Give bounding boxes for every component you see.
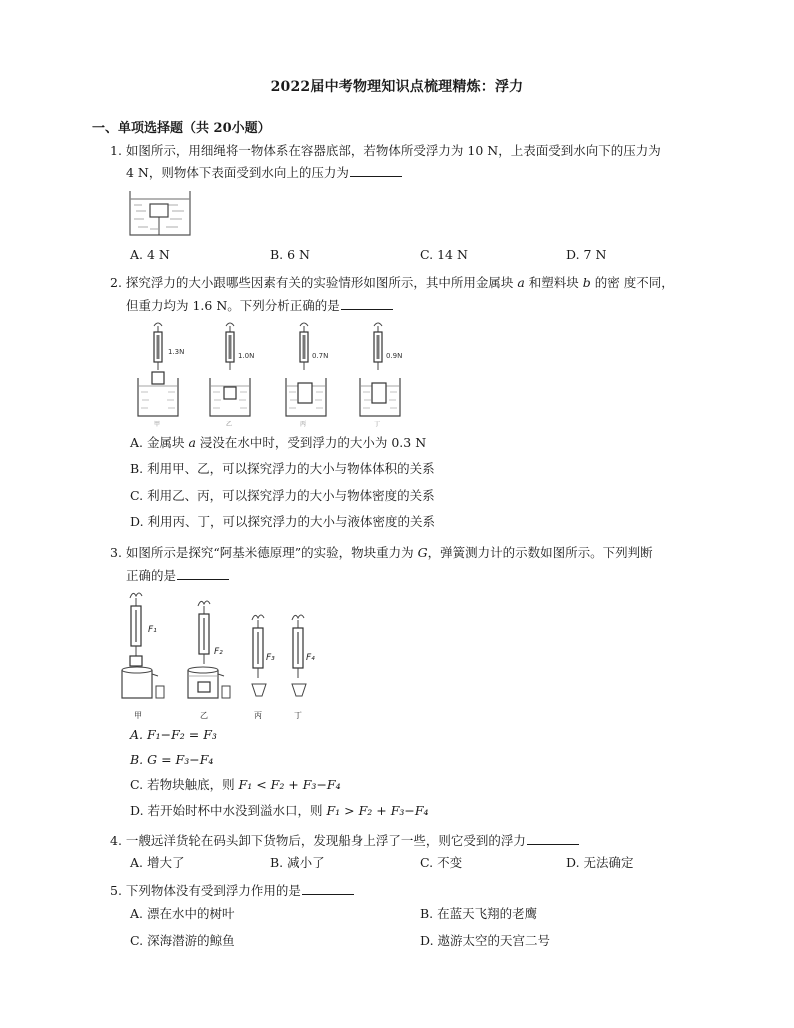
q2-label-yi: 乙 xyxy=(226,421,233,428)
q2-option-d[interactable]: D. 利用丙、丁，可以探究浮力的大小与液体密度的关系 xyxy=(130,514,436,529)
q5-option-d[interactable]: D. 遨游太空的天宫二号 xyxy=(420,933,551,948)
q2-stem-line1: 2. 探究浮力的大小跟哪些因素有关的实验情形如图所示，其中所用金属块 a 和塑料块 b 的密 度不同， xyxy=(110,275,674,290)
q3-label-ding: 丁 xyxy=(294,711,302,720)
q2-option-a[interactable]: A. 金属块 a 浸没在水中时，受到浮力的大小为 0.3 N xyxy=(130,435,427,450)
q3-stem-line1: 3. 如图所示是探究“阿基米德原理”的实验，物块重力为 G，弹簧测力计的示数如图所示。下列判断 xyxy=(110,545,653,560)
answer-blank xyxy=(350,164,402,177)
q1-option-a[interactable]: A. 4 N xyxy=(130,247,170,262)
q1-stem-line2: 4 N，则物体下表面受到水向上的压力为 xyxy=(126,164,402,182)
page-title: 2022届中考物理知识点梳理精炼：浮力 xyxy=(270,79,524,95)
q3-label-yi: 乙 xyxy=(200,711,208,720)
q4-option-b[interactable]: B. 减小了 xyxy=(270,855,325,870)
q2-reading-4: 0.9N xyxy=(386,352,403,360)
q3-label-jia: 甲 xyxy=(134,711,142,720)
q4-option-c[interactable]: C. 不变 xyxy=(420,855,463,870)
q4-option-d[interactable]: D. 无法确定 xyxy=(566,855,634,870)
q5-option-c[interactable]: C. 深海潜游的鲸鱼 xyxy=(130,933,235,948)
q2-label-ding: 丁 xyxy=(374,421,381,428)
q2-reading-3: 0.7N xyxy=(312,352,329,360)
q2-option-b[interactable]: B. 利用甲、乙，可以探究浮力的大小与物体体积的关系 xyxy=(130,461,435,476)
q3-force-f3: F₃ xyxy=(266,653,275,663)
answer-blank xyxy=(177,567,229,580)
q5-option-b[interactable]: B. 在蓝天飞翔的老鹰 xyxy=(420,906,538,921)
answer-blank xyxy=(341,297,393,310)
q3-force-f4: F₄ xyxy=(306,653,315,663)
q1-stem-line1: 1. 如图所示，用细绳将一物体系在容器底部，若物体所受浮力为 10 N，上表面受到水向下的压力为 xyxy=(110,143,661,158)
q3-label-bing: 丙 xyxy=(254,711,262,720)
q2-reading-1: 1.3N xyxy=(168,348,185,356)
q3-option-b[interactable]: B. G = F₃−F₄ xyxy=(130,752,214,767)
q3-stem-line2: 正确的是 xyxy=(126,567,229,585)
q1-option-b[interactable]: B. 6 N xyxy=(270,247,310,262)
q5-option-a[interactable]: A. 漂在水中的树叶 xyxy=(130,906,235,921)
q3-force-f2: F₂ xyxy=(214,647,223,657)
q1-figure xyxy=(128,189,192,237)
q2-label-bing: 丙 xyxy=(300,421,307,428)
q3-option-c[interactable]: C. 若物块触底，则 F₁ < F₂ + F₃−F₄ xyxy=(130,777,341,792)
answer-blank xyxy=(527,832,579,845)
q2-label-jia: 甲 xyxy=(154,421,161,428)
q1-option-c[interactable]: C. 14 N xyxy=(420,247,468,262)
q5-stem-line1: 5. 下列物体没有受到浮力作用的是 xyxy=(110,882,354,900)
q4-stem-line1: 4. 一艘远洋货轮在码头卸下货物后，发现船身上浮了一些，则它受到的浮力 xyxy=(110,832,579,850)
q2-stem-line2: 但重力均为 1.6 N。下列分析正确的是 xyxy=(126,297,393,315)
q2-reading-2: 1.0N xyxy=(238,352,255,360)
q3-force-f1: F₁ xyxy=(148,625,157,635)
q3-option-d[interactable]: D. 若开始时杯中水没到溢水口，则 F₁ > F₂ + F₃−F₄ xyxy=(130,803,429,818)
q3-option-a[interactable]: A. F₁−F₂ = F₃ xyxy=(130,727,217,742)
q3-figure xyxy=(118,590,328,722)
q4-option-a[interactable]: A. 增大了 xyxy=(130,855,185,870)
q2-figure xyxy=(130,320,420,428)
q2-option-c[interactable]: C. 利用乙、丙，可以探究浮力的大小与物体密度的关系 xyxy=(130,488,435,503)
answer-blank xyxy=(302,882,354,895)
section-heading: 一、单项选择题（共 20小题） xyxy=(92,121,271,136)
q1-option-d[interactable]: D. 7 N xyxy=(566,247,607,262)
